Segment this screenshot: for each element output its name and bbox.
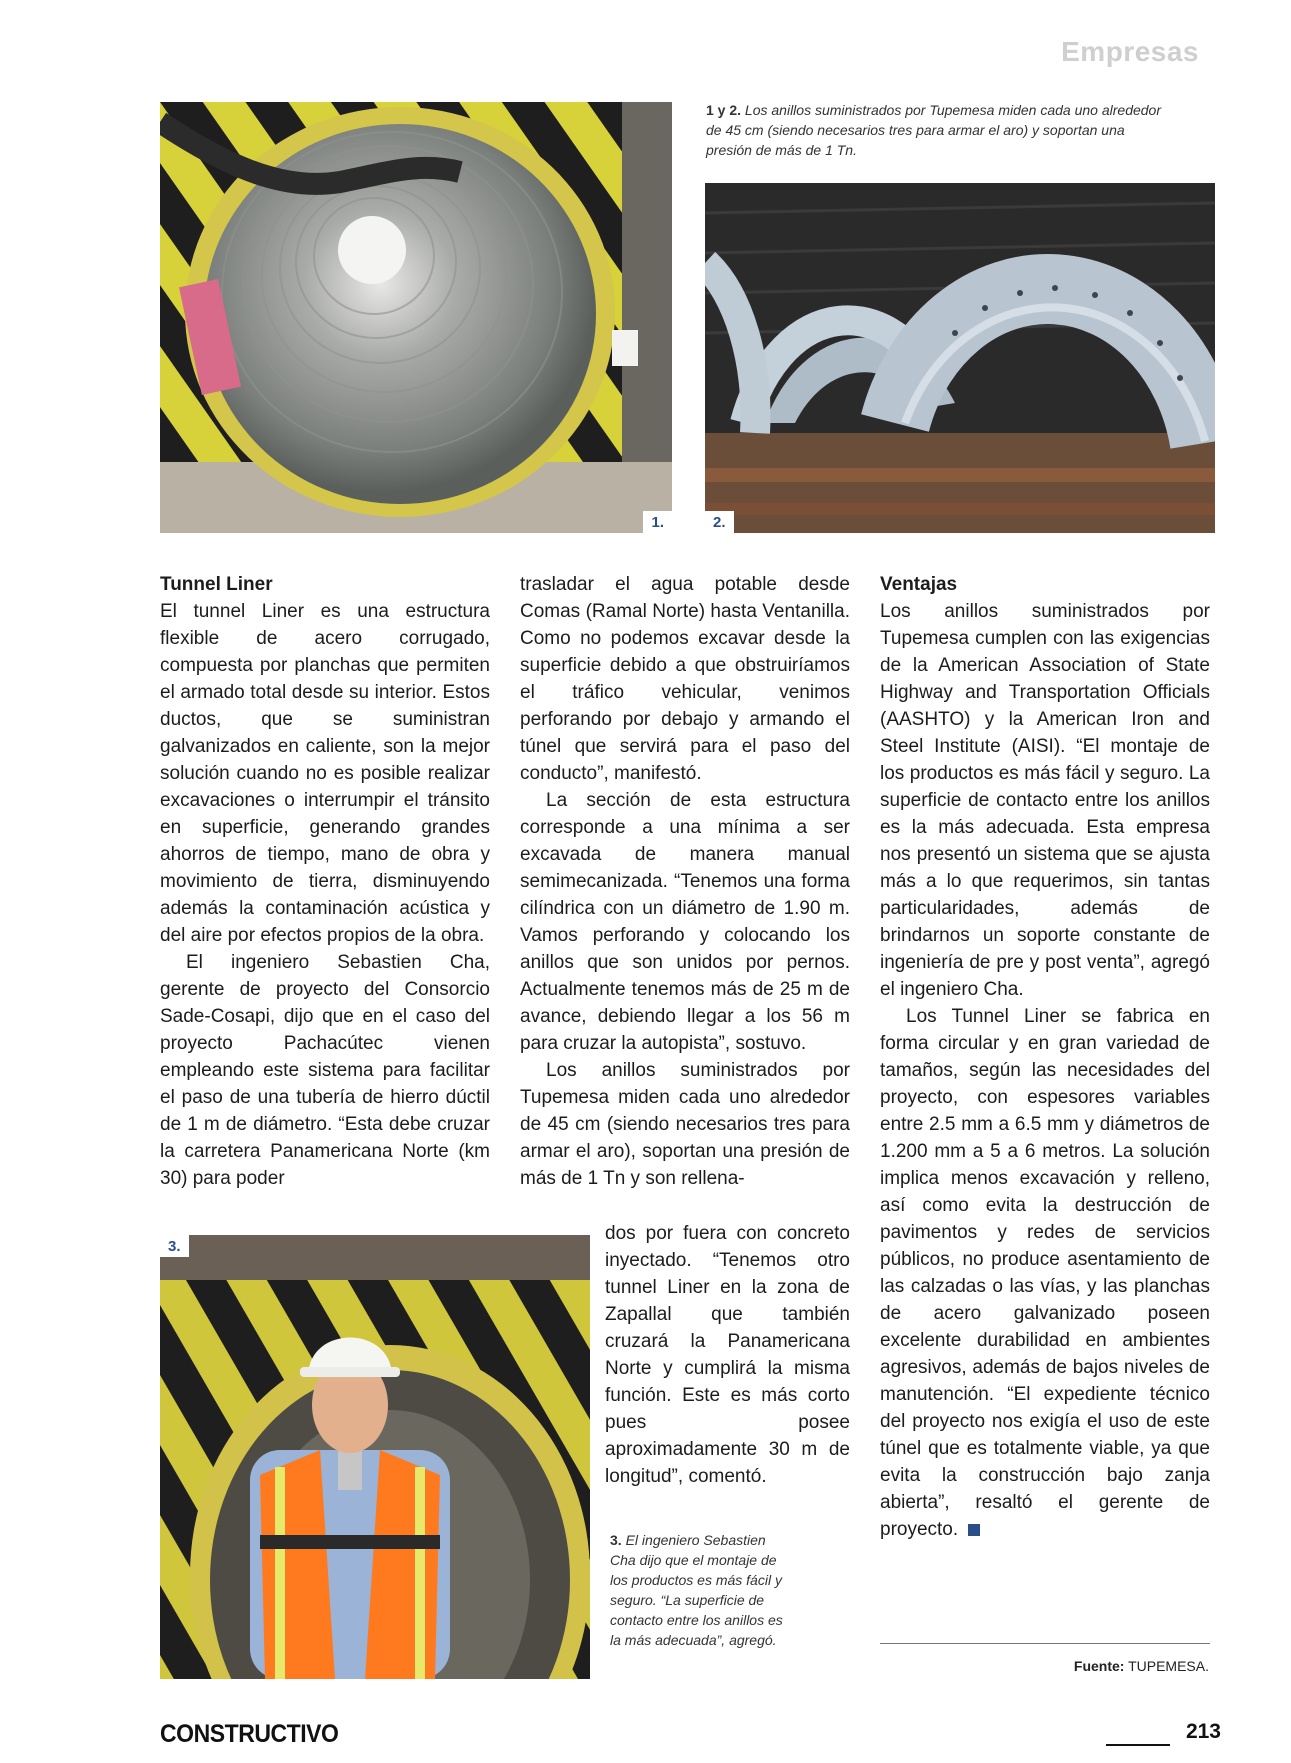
paragraph-text: Los Tunnel Liner se fabrica en forma circular y en gran variedad de tamaños, según las necesidades del proyecto, con espesores variables entre 2.5 mm a 6.5 mm y diámetros de 1.200 mm a 5 a 6 metros. La solución implica menos excavación y relleno, así como evita la destrucción de pavimentos y redes de servicios públicos, no produce asentamiento de las calzadas o las vías, y las planchas de acero galvanizado poseen excelente durabilidad en ambientes agresivos, además de bajos niveles de manutención. “El expediente técnico del proyecto nos exigía el uso de este túnel que es totalmente viable, ya que evita la construcción bajo zanja abierta”, resaltó el gerente de proyecto. <box>880 1006 1210 1540</box>
photo-number-2: 2. <box>705 511 734 533</box>
caption-text: El ingeniero Sebastien Cha dijo que el montaje de los productos es más fácil y seguro. “La superficie de contacto entre los anillos es la más adecuada”, agregó. <box>610 1532 783 1648</box>
section-label: Empresas <box>1061 36 1199 67</box>
source-value: TUPEMESA. <box>1128 1658 1209 1674</box>
tunnel-interior-photo <box>160 102 672 533</box>
heading-tunnel-liner: Tunnel Liner <box>160 574 273 595</box>
article-column-3 <box>880 571 1210 1543</box>
source-label: Fuente: <box>1073 1658 1125 1674</box>
heading-ventajas: Ventajas <box>880 574 958 595</box>
caption-photo-3 <box>610 1530 785 1650</box>
caption-photos-1-2 <box>706 100 1166 160</box>
magazine-logo: CONSTRUCTIVO <box>160 1720 339 1748</box>
page-number-rule <box>1106 1744 1170 1746</box>
paragraph: dos por fuera con concreto inyectado. “Tenemos otro tunnel Liner en la zona de Zapallal que también cruzará la Panamericana Norte y cumplirá la misma función. Este es más corto pues posee aproximadamente 30 m de longitud”, comentó. <box>605 1223 850 1487</box>
source-divider <box>880 1643 1210 1644</box>
paragraph: El ingeniero Sebastien Cha, gerente de proyecto del Consorcio Sade-Cosapi, dijo que en el caso del proyecto Pachacútec vienen empleando este sistema para facilitar el paso de una tubería de hierro dúctil de 1 m de diámetro. “Esta debe cruzar la carretera Panamericana Norte (km 30) para poder <box>160 952 490 1189</box>
photo-number-3: 3. <box>160 1235 189 1257</box>
article-column-1 <box>160 571 490 1192</box>
source-credit <box>1074 1658 1209 1674</box>
paragraph: Los anillos suministrados por Tupemesa miden cada uno alrededor de 45 cm (siendo necesarios tres para armar el aro), soportan una presión de más de 1 Tn y son rellena- <box>520 1060 850 1189</box>
paragraph: Los anillos suministrados por Tupemesa cumplen con las exigencias de la American Association of State Highway and Transportation Officials (AASHTO) y la American Iron and Steel Institute (AISI). “El montaje de los productos es más fácil y seguro. La superficie de contacto entre los anillos es la más adecuada. Esta empresa nos presentó un sistema que se ajusta más a lo que requerimos, sin tantas particularidades, además de brindarnos un soporte constante de ingeniería de pre y post venta”, agregó el ingeniero Cha. <box>880 601 1210 1000</box>
engineer-photo <box>160 1235 590 1679</box>
caption-text: Los anillos suministrados por Tupemesa miden cada uno alrededor de 45 cm (siendo necesarios tres para armar el aro) y soportan una presión de más de 1 Tn. <box>706 102 1162 158</box>
caption-lead: 1 y 2. <box>706 102 742 118</box>
steel-rings-photo <box>705 183 1215 533</box>
page-number: 213 <box>1185 1720 1221 1743</box>
article-column-2-continuation <box>605 1220 850 1490</box>
paragraph-closing <box>880 1003 1210 1543</box>
paragraph: La sección de esta estructura corresponde a una mínima a ser excavada de manera manual semimecanizada. “Tenemos una forma cilíndrica con un diámetro de 1.90 m. Vamos perforando y colocando los anillos que son unidos por pernos. Actualmente tenemos más de 25 m de avance, debiendo llegar a los 56 m para cruzar la autopista”, sostuvo. <box>520 790 850 1054</box>
paragraph: El tunnel Liner es una estructura flexible de acero corrugado, compuesta por planchas que permiten el armado total desde su interior. Estos ductos, que se suministran galvanizados en caliente, son la mejor solución cuando no es posible realizar excavaciones o interrumpir el tránsito en superficie, generando grandes ahorros de tiempo, mano de obra y movimiento de tierra, disminuyendo además la contaminación acústica y del aire por efectos propios de la obra. <box>160 601 490 946</box>
article-column-2 <box>520 571 850 1192</box>
end-mark-icon <box>968 1524 980 1536</box>
caption-lead: 3. <box>610 1532 622 1548</box>
paragraph: trasladar el agua potable desde Comas (Ramal Norte) hasta Ventanilla. Como no podemos excavar desde la superficie debido a que obstruiríamos el tráfico vehicular, venimos perforando por debajo y armando el túnel que servirá para el paso del conducto”, manifestó. <box>520 574 850 784</box>
photo-number-1: 1. <box>643 511 672 533</box>
